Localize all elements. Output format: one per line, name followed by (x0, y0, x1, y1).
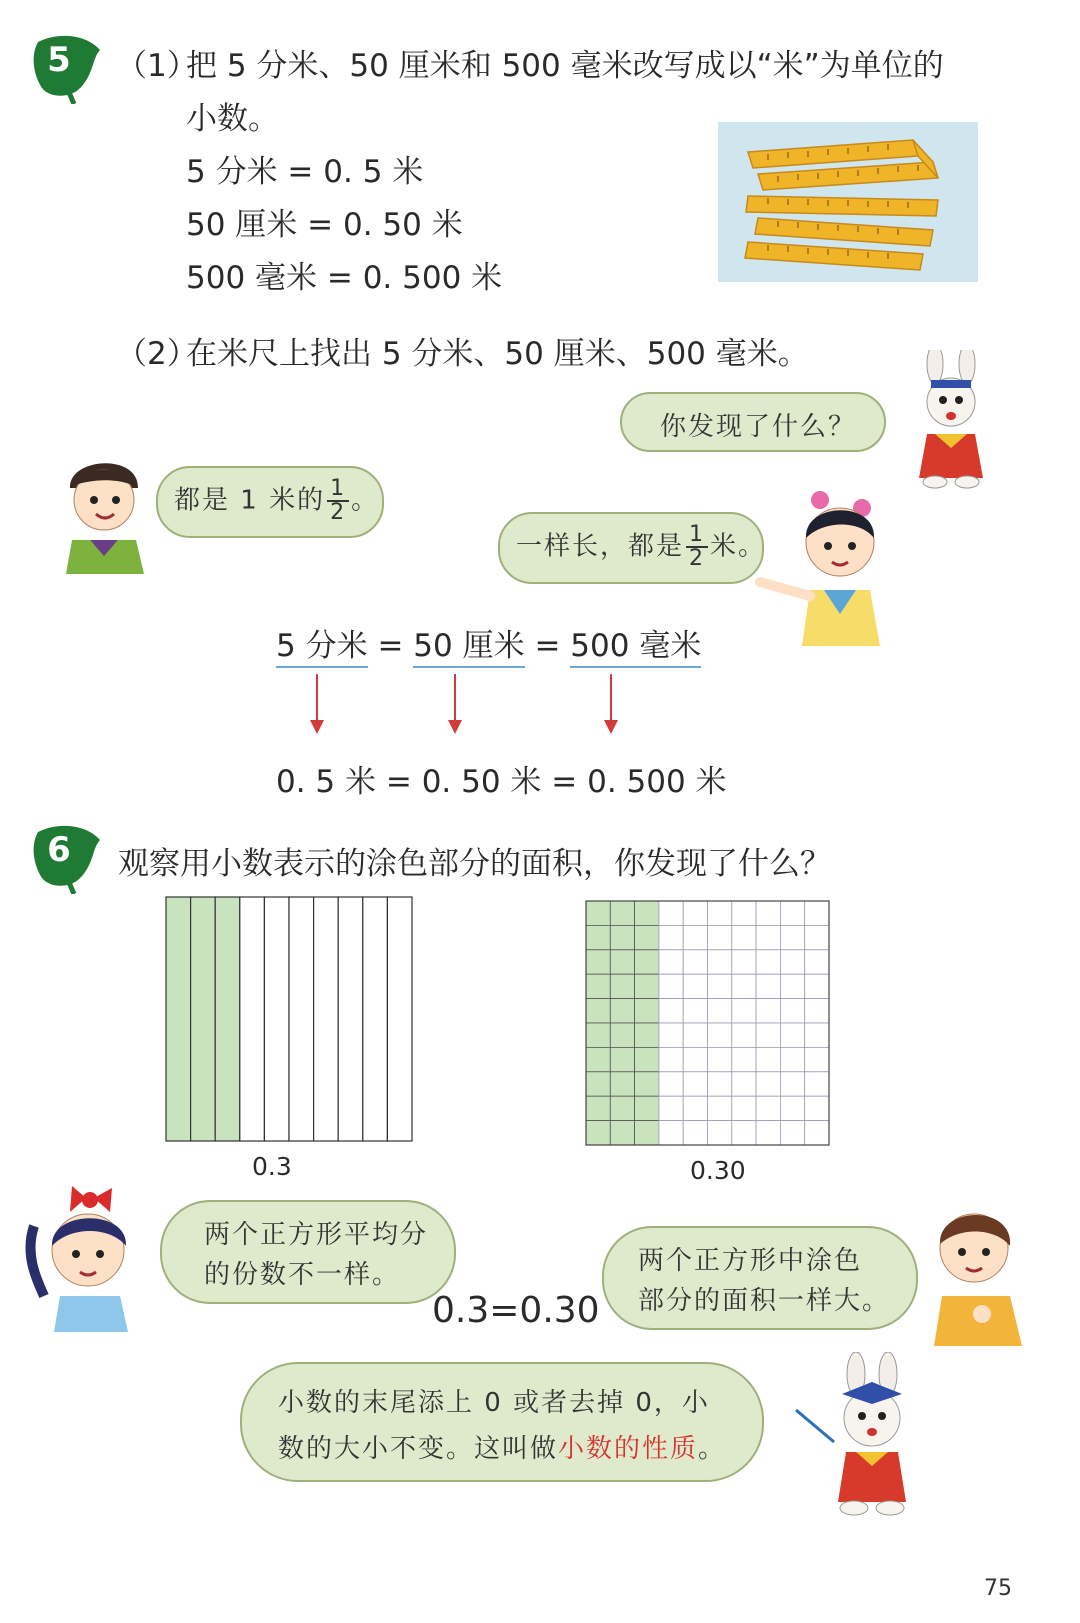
rabbit-pointer-illustration (790, 1352, 930, 1522)
unshaded-cell (659, 925, 683, 949)
unshaded-cell (732, 1072, 756, 1096)
unshaded-cell (683, 901, 707, 925)
shaded-cell (610, 1047, 634, 1071)
fraction-denominator: 2 (330, 500, 347, 525)
unshaded-cell (756, 1121, 780, 1145)
shaded-cell (610, 1023, 634, 1047)
unshaded-cell (732, 950, 756, 974)
unshaded-cell (805, 901, 829, 925)
part2-label: （2） (116, 336, 198, 372)
shaded-cell (635, 1023, 659, 1047)
unshaded-cell (756, 1096, 780, 1120)
unshaded-cell (805, 1072, 829, 1096)
unshaded-cell (659, 999, 683, 1023)
unshaded-cell (683, 1023, 707, 1047)
shaded-cell (610, 950, 634, 974)
one-half-fraction (327, 478, 349, 524)
unshaded-cell (659, 1047, 683, 1071)
folding-ruler-image (718, 122, 978, 282)
hundredths-label: 0.30 (690, 1156, 746, 1185)
unshaded-cell (805, 1096, 829, 1120)
girl-bubble-line2: 的份数不一样。 (204, 1260, 401, 1290)
shaded-cell (610, 1121, 634, 1145)
unshaded-cell (756, 925, 780, 949)
unshaded-cell (683, 999, 707, 1023)
unshaded-cell (732, 1023, 756, 1047)
unshaded-cell (780, 1096, 804, 1120)
girl-with-bow-illustration (24, 1186, 144, 1332)
boy-bubble-line2: 部分的面积一样大。 (638, 1286, 891, 1316)
unshaded-cell (708, 901, 732, 925)
unshaded-cell (732, 925, 756, 949)
boy-same-area-bubble (602, 1226, 918, 1330)
unshaded-cell (780, 925, 804, 949)
shaded-cell (635, 1096, 659, 1120)
unshaded-cell (683, 1096, 707, 1120)
unshaded-strip (363, 897, 388, 1141)
unshaded-cell (805, 950, 829, 974)
rabbit-question-text: 你发现了什么？ (660, 412, 857, 442)
unshaded-cell (805, 999, 829, 1023)
unshaded-cell (708, 925, 732, 949)
unshaded-cell (659, 974, 683, 998)
girl-bubble-line1: 两个正方形平均分 (204, 1220, 429, 1250)
unshaded-cell (756, 974, 780, 998)
example-6-leaf-icon (28, 818, 104, 894)
unshaded-cell (708, 1072, 732, 1096)
decimal-equation-row: 0. 5 米 = 0. 50 米 = 0. 500 米 (276, 764, 727, 800)
unshaded-strip (338, 897, 363, 1141)
part2-text: 在米尺上找出 5 分米、50 厘米、500 毫米。 (186, 336, 809, 372)
shaded-cell (586, 1072, 610, 1096)
boy-bubble-suffix: 。 (351, 485, 380, 516)
girl-half-meter-text (516, 524, 766, 570)
unshaded-strip (264, 897, 289, 1141)
unshaded-cell (708, 1023, 732, 1047)
part1-label: （1） (116, 48, 198, 84)
equality-statement: 0.3=0.30 (432, 1290, 600, 1331)
equals-sign: = (377, 628, 404, 664)
one-half-fraction (686, 524, 708, 570)
unshaded-cell (732, 1121, 756, 1145)
shaded-cell (586, 974, 610, 998)
shaded-cell (586, 901, 610, 925)
equation-millimeter: 500 毫米 = 0. 500 米 (186, 260, 503, 296)
shaded-cell (635, 1047, 659, 1071)
shaded-strip (215, 897, 240, 1141)
boy-bubble-prefix: 都是 1 米的 (174, 485, 326, 516)
girl-bubble-prefix: 一样长，都是 (516, 531, 685, 562)
unshaded-cell (659, 1072, 683, 1096)
equals-sign: = (534, 628, 561, 664)
shaded-cell (635, 950, 659, 974)
girl-illustration (740, 486, 890, 646)
shaded-cell (610, 901, 634, 925)
down-arrow-icon (316, 674, 318, 732)
girl-half-meter-bubble (498, 512, 767, 584)
rabbit-teacher-illustration (905, 350, 995, 490)
equation-centimeter: 50 厘米 = 0. 50 米 (186, 207, 463, 243)
tenths-label: 0.3 (252, 1152, 292, 1181)
girl-different-parts-bubble (160, 1200, 456, 1304)
equation-decimeter: 5 分米 = 0. 5 米 (186, 154, 424, 190)
unshaded-strip (314, 897, 339, 1141)
rule-line1: 小数的末尾添上 0 或者去掉 0，小 (278, 1388, 710, 1418)
unshaded-cell (780, 1023, 804, 1047)
part1-line1: 把 5 分米、50 厘米和 500 毫米改写成以“米”为单位的 (186, 48, 944, 84)
unshaded-cell (683, 925, 707, 949)
unit-equation-row (276, 620, 701, 665)
unshaded-cell (732, 974, 756, 998)
unshaded-cell (756, 999, 780, 1023)
unshaded-cell (780, 974, 804, 998)
shaded-cell (635, 901, 659, 925)
five-decimeters: 5 分米 (276, 628, 368, 668)
shaded-cell (635, 1121, 659, 1145)
shaded-cell (586, 1121, 610, 1145)
decimal-property-term: 小数的性质 (558, 1434, 699, 1464)
unshaded-cell (780, 1047, 804, 1071)
rule-line2-prefix: 数的大小不变。这叫做 (278, 1434, 559, 1464)
fifty-centimeters: 50 厘米 (413, 628, 524, 668)
shaded-cell (586, 1023, 610, 1047)
unshaded-cell (756, 950, 780, 974)
shaded-cell (635, 1072, 659, 1096)
unshaded-cell (780, 1072, 804, 1096)
shaded-cell (610, 999, 634, 1023)
unshaded-strip (289, 897, 314, 1141)
page-number: 75 (984, 1576, 1012, 1601)
shaded-cell (586, 1047, 610, 1071)
unshaded-cell (732, 1047, 756, 1071)
unshaded-cell (659, 950, 683, 974)
unshaded-cell (780, 901, 804, 925)
unshaded-cell (805, 1121, 829, 1145)
shaded-cell (610, 925, 634, 949)
unshaded-cell (659, 1023, 683, 1047)
unshaded-cell (756, 901, 780, 925)
unshaded-cell (805, 925, 829, 949)
unshaded-cell (659, 1096, 683, 1120)
unshaded-cell (780, 950, 804, 974)
rule-line2-suffix: 。 (698, 1434, 727, 1464)
unshaded-cell (756, 1047, 780, 1071)
unshaded-cell (708, 1096, 732, 1120)
shaded-strip (166, 897, 191, 1141)
shaded-cell (586, 925, 610, 949)
unshaded-strip (387, 897, 412, 1141)
unshaded-cell (805, 1023, 829, 1047)
decimal-property-bubble (240, 1362, 764, 1482)
unshaded-cell (708, 974, 732, 998)
boy-half-meter-bubble (156, 466, 384, 538)
tenths-square (165, 896, 413, 1146)
unshaded-cell (756, 1023, 780, 1047)
part1-line2: 小数。 (186, 101, 279, 137)
unshaded-cell (683, 950, 707, 974)
down-arrow-icon (454, 674, 456, 732)
rule-line2 (278, 1428, 726, 1465)
unshaded-cell (659, 1121, 683, 1145)
down-arrow-icon (610, 674, 612, 732)
unshaded-cell (683, 974, 707, 998)
unshaded-cell (780, 999, 804, 1023)
girl-bubble-suffix: 米。 (710, 531, 767, 562)
example-5-number: 5 (47, 40, 71, 80)
shaded-cell (586, 999, 610, 1023)
boy-thinking-illustration (922, 1196, 1032, 1346)
unshaded-cell (780, 1121, 804, 1145)
unshaded-cell (708, 950, 732, 974)
fraction-numerator: 1 (327, 478, 349, 502)
unshaded-cell (708, 999, 732, 1023)
shaded-cell (635, 974, 659, 998)
unshaded-cell (708, 1121, 732, 1145)
boy-half-meter-text (174, 478, 379, 524)
unshaded-cell (805, 974, 829, 998)
unshaded-cell (708, 1047, 732, 1071)
unshaded-cell (732, 999, 756, 1023)
shaded-cell (610, 974, 634, 998)
shaded-cell (635, 925, 659, 949)
rabbit-question-bubble (620, 392, 886, 452)
unshaded-cell (805, 1047, 829, 1071)
shaded-cell (586, 950, 610, 974)
boy-bubble-line1: 两个正方形中涂色 (638, 1246, 863, 1276)
fraction-denominator: 2 (689, 546, 706, 571)
shaded-cell (586, 1096, 610, 1120)
unshaded-cell (659, 901, 683, 925)
example-5-leaf-icon (28, 28, 104, 104)
shaded-cell (610, 1072, 634, 1096)
unshaded-cell (683, 1047, 707, 1071)
boy-illustration (58, 448, 150, 574)
shaded-strip (191, 897, 216, 1141)
five-hundred-millimeters: 500 毫米 (570, 628, 701, 668)
shaded-cell (635, 999, 659, 1023)
unshaded-cell (683, 1072, 707, 1096)
unshaded-cell (756, 1072, 780, 1096)
shaded-cell (610, 1096, 634, 1120)
unshaded-strip (240, 897, 265, 1141)
unshaded-cell (732, 1096, 756, 1120)
fraction-numerator: 1 (686, 524, 708, 548)
example-6-question: 观察用小数表示的涂色部分的面积，你发现了什么？ (118, 846, 831, 882)
hundredths-square (585, 900, 830, 1150)
example-6-number: 6 (47, 830, 71, 870)
unshaded-cell (683, 1121, 707, 1145)
unshaded-cell (732, 901, 756, 925)
